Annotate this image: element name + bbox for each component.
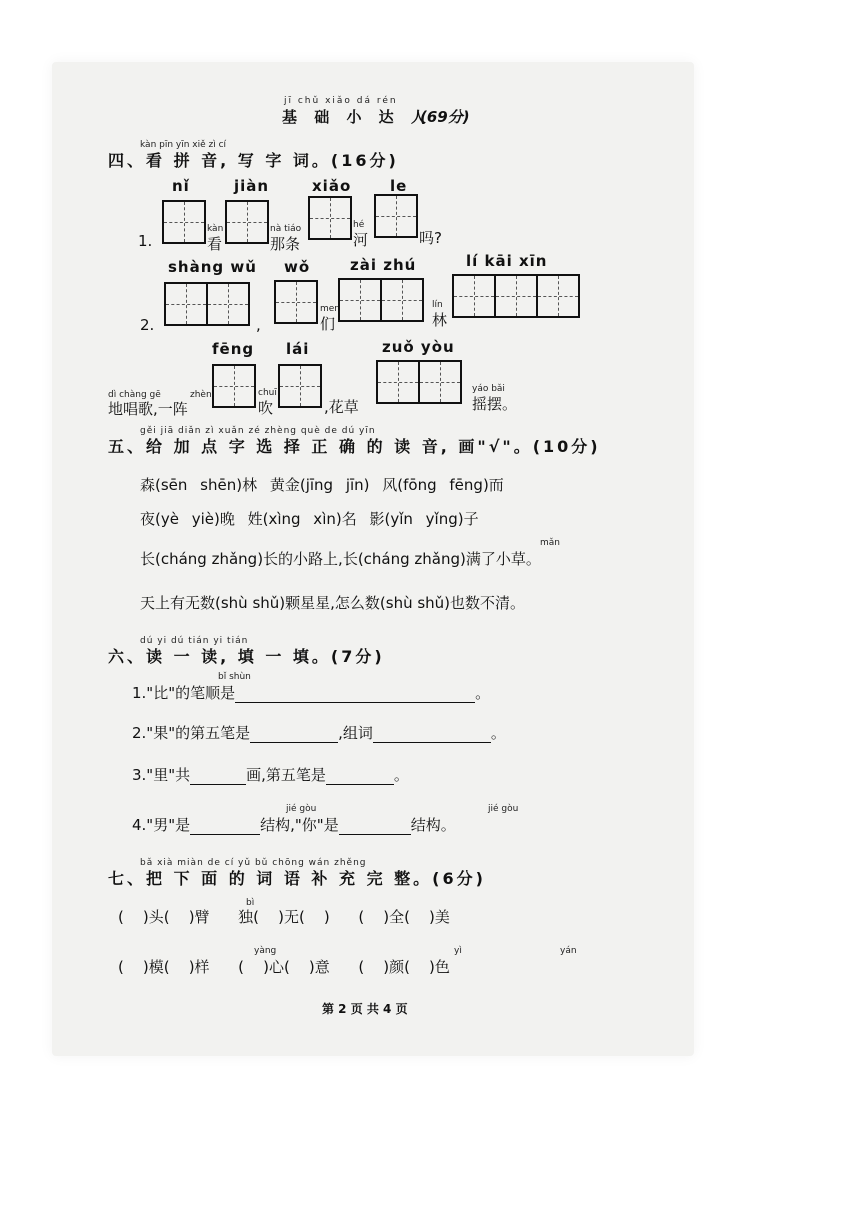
pinyin-shangwu: shàng wǔ xyxy=(168,258,257,276)
question-text: 3."里"共 xyxy=(132,766,191,784)
text-fragment: 河 xyxy=(353,231,369,249)
writing-cell[interactable] xyxy=(452,274,496,318)
question-2 xyxy=(132,722,506,743)
small-pinyin: nà tiáo xyxy=(270,224,302,234)
row1-number: 1. xyxy=(138,232,153,250)
writing-cell[interactable] xyxy=(162,200,206,244)
question-text: 。 xyxy=(393,766,409,784)
question-text: 画,第五笔是 xyxy=(246,766,326,784)
write-grid-1[interactable] xyxy=(162,200,206,244)
pinyin-feng: fēng xyxy=(212,340,255,358)
small-pinyin: hé xyxy=(353,220,365,230)
small-pinyin: zhèn xyxy=(190,390,212,400)
small-pinyin: bǐ shùn xyxy=(218,672,251,682)
question-text: 2."果"的第五笔是 xyxy=(132,724,251,742)
text-fragment: 地唱歌,一阵 xyxy=(108,400,188,418)
text-fragment: 林 xyxy=(432,311,448,329)
section5-pinyin: gěi jiā diǎn zì xuǎn zé zhèng què de dú yīn xyxy=(140,426,376,436)
writing-cell[interactable] xyxy=(278,364,322,408)
answer-blank[interactable] xyxy=(339,819,411,835)
writing-cell[interactable] xyxy=(338,278,382,322)
text-fragment: 那条 xyxy=(270,235,301,253)
small-pinyin: mǎn xyxy=(540,538,560,548)
small-pinyin: yì xyxy=(454,946,462,956)
answer-blank[interactable] xyxy=(235,687,475,703)
answer-blank[interactable] xyxy=(250,727,338,743)
question-3 xyxy=(132,764,409,785)
idiom-row-2[interactable]: ( )模( )样 ( )心( )意 ( )颜( )色 xyxy=(118,958,450,976)
writing-cell[interactable] xyxy=(536,274,580,318)
writing-cell[interactable] xyxy=(225,200,269,244)
text-fragment: 们 xyxy=(320,315,336,333)
reading-line-1: 森(sēn shēn)林 黄金(jīng jīn) 风(fōng fēng)而 xyxy=(140,476,504,494)
answer-blank[interactable] xyxy=(190,819,260,835)
write-grid-4[interactable] xyxy=(374,194,418,238)
small-pinyin: men xyxy=(320,304,341,314)
writing-cell[interactable] xyxy=(274,280,318,324)
page-title: 基 础 小 达 人 xyxy=(282,108,432,126)
writing-cell[interactable] xyxy=(374,194,418,238)
small-pinyin: jié gòu xyxy=(488,804,519,814)
small-pinyin: chuī xyxy=(258,388,277,398)
question-text: 。 xyxy=(475,684,491,702)
small-pinyin: yáo bǎi xyxy=(472,384,505,394)
write-grid-3[interactable] xyxy=(308,196,352,240)
write-grid-8[interactable] xyxy=(452,274,580,318)
row2-number: 2. xyxy=(140,316,155,334)
writing-cell[interactable] xyxy=(212,364,256,408)
writing-cell[interactable] xyxy=(376,360,420,404)
small-pinyin: yàng xyxy=(254,946,277,956)
text-fragment: 吗? xyxy=(419,229,442,247)
answer-blank[interactable] xyxy=(373,727,491,743)
small-pinyin: dì chàng gē xyxy=(108,390,161,400)
title-pinyin: jī chǔ xiǎo dá rén xyxy=(284,96,398,106)
question-text: 。 xyxy=(490,724,506,742)
question-text: 结构。 xyxy=(410,816,456,834)
writing-cell[interactable] xyxy=(418,360,462,404)
small-pinyin: lín xyxy=(432,300,443,310)
section4-heading: 四、看 拼 音, 写 字 词。(16分) xyxy=(108,151,399,170)
question-4 xyxy=(132,814,456,835)
text-fragment: 看 xyxy=(207,235,223,253)
section7-pinyin: bǎ xià miàn de cí yǔ bǔ chōng wán zhěng xyxy=(140,858,367,868)
write-grid-7[interactable] xyxy=(338,278,424,322)
question-1 xyxy=(132,682,490,703)
writing-cell[interactable] xyxy=(164,282,208,326)
writing-cell[interactable] xyxy=(494,274,538,318)
small-pinyin: yán xyxy=(560,946,577,956)
write-grid-11[interactable] xyxy=(376,360,462,404)
pinyin-xiao: xiǎo xyxy=(312,177,352,195)
question-text: ,组词 xyxy=(338,724,373,742)
write-grid-2[interactable] xyxy=(225,200,269,244)
pinyin-zuoyou: zuǒ yòu xyxy=(382,338,455,356)
writing-cell[interactable] xyxy=(380,278,424,322)
pinyin-likaixin: lí kāi xīn xyxy=(466,252,548,270)
pinyin-jian: jiàn xyxy=(234,177,270,195)
write-grid-6[interactable] xyxy=(274,280,318,324)
small-pinyin: jié gòu xyxy=(286,804,317,814)
small-pinyin: kàn xyxy=(207,224,224,234)
text-fragment: 摇摆。 xyxy=(472,395,518,413)
question-text: 1."比"的笔顺是 xyxy=(132,684,236,702)
reading-line-3: 长(cháng zhǎng)长的小路上,长(cháng zhǎng)满了小草。 xyxy=(140,550,541,568)
answer-blank[interactable] xyxy=(326,769,394,785)
section7-heading: 七、把 下 面 的 词 语 补 充 完 整。(6分) xyxy=(108,869,486,888)
question-text: 结构,"你"是 xyxy=(260,816,339,834)
reading-line-4: 天上有无数(shù shǔ)颗星星,怎么数(shù shǔ)也数不清。 xyxy=(140,594,526,612)
pinyin-le: le xyxy=(390,177,408,195)
section5-heading: 五、给 加 点 字 选 择 正 确 的 读 音, 画"√"。(10分) xyxy=(108,437,601,456)
reading-line-2: 夜(yè yiè)晚 姓(xìng xìn)名 影(yǐn yǐng)子 xyxy=(140,510,479,528)
write-grid-5[interactable] xyxy=(164,282,250,326)
idiom-row-1[interactable]: ( )头( )臂 独( )无( ) ( )全( )美 xyxy=(118,908,450,926)
write-grid-9[interactable] xyxy=(212,364,256,408)
section6-pinyin: dú yi dú tián yi tián xyxy=(140,636,249,646)
writing-cell[interactable] xyxy=(206,282,250,326)
title-score: (69分) xyxy=(420,108,470,126)
text-fragment: , xyxy=(256,316,261,334)
pinyin-wo: wǒ xyxy=(284,258,311,276)
pinyin-ni: nǐ xyxy=(172,177,190,195)
text-fragment: 吹 xyxy=(258,399,274,417)
pinyin-zaizhu: zài zhú xyxy=(350,256,417,274)
page-number: 第 2 页 共 4 页 xyxy=(322,1002,408,1016)
answer-blank[interactable] xyxy=(190,769,246,785)
write-grid-10[interactable] xyxy=(278,364,322,408)
section6-heading: 六、读 一 读, 填 一 填。(7分) xyxy=(108,647,385,666)
small-pinyin: bì xyxy=(246,898,255,908)
writing-cell[interactable] xyxy=(308,196,352,240)
pinyin-lai: lái xyxy=(286,340,310,358)
text-fragment: ,花草 xyxy=(324,398,359,416)
question-text: 4."男"是 xyxy=(132,816,191,834)
section4-pinyin: kàn pīn yīn xiě zì cí xyxy=(140,140,227,150)
